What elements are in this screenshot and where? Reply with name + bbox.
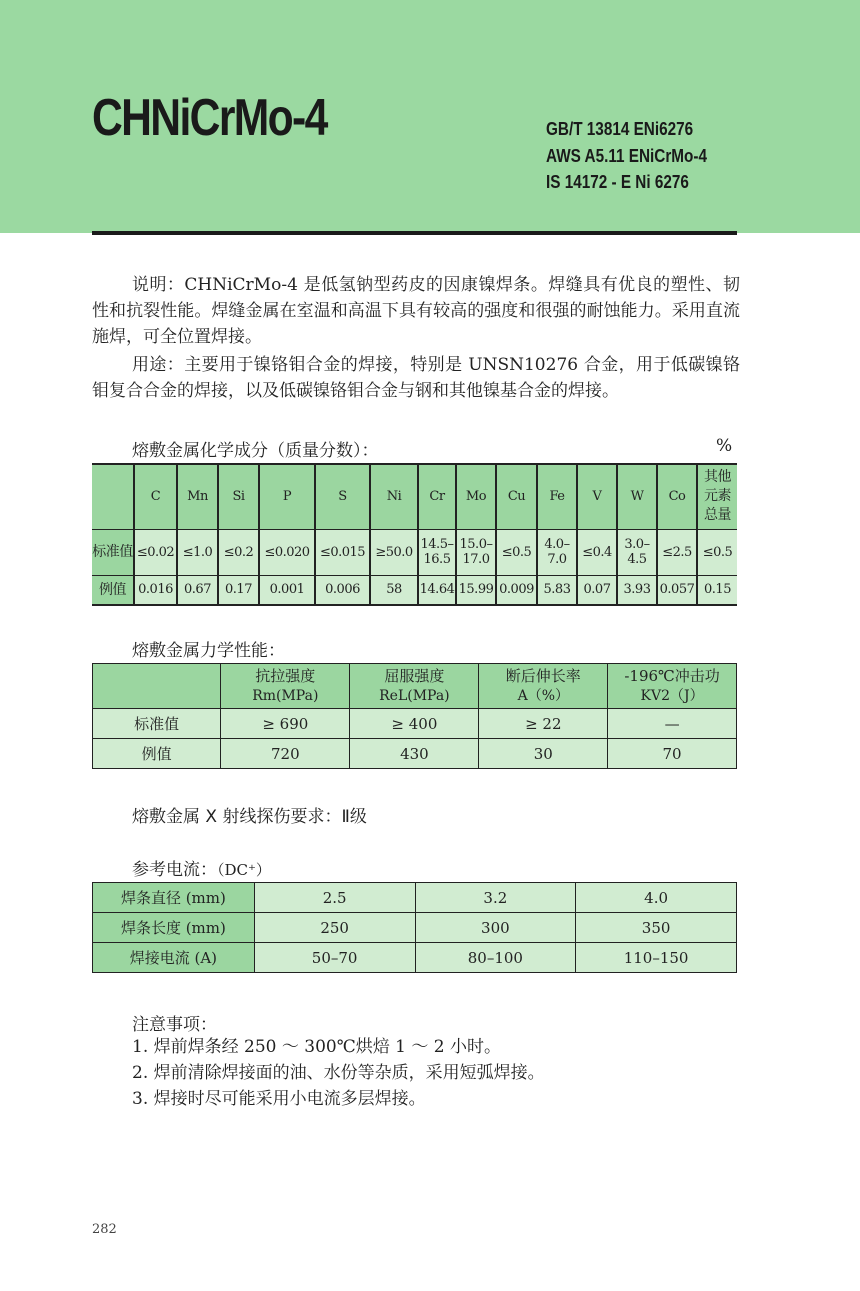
table-cell: 80–100	[415, 943, 576, 973]
table-cell: 0.057	[657, 575, 697, 605]
table-cell: 0.006	[315, 575, 370, 605]
chem-unit: %	[716, 436, 733, 456]
table-cell: 0.016	[134, 575, 177, 605]
standard: IS 14172 - E Ni 6276	[546, 172, 689, 192]
column-header	[479, 664, 608, 709]
column-header	[608, 664, 737, 709]
table-cell: 3.2	[415, 883, 576, 913]
table-cell: 4.0–7.0	[537, 529, 577, 575]
table-cell: 250	[254, 913, 415, 943]
column-header	[350, 664, 479, 709]
standards	[546, 116, 707, 196]
table-cell: ≥ 22	[479, 709, 608, 739]
column-header: C	[134, 464, 177, 529]
description	[92, 272, 740, 350]
description-label: 说明：	[132, 275, 185, 295]
table-cell: 14.64	[418, 575, 456, 605]
table-cell: 4.0	[576, 883, 737, 913]
description-text: CHNiCrMo-4 是低氢钠型药皮的因康镍焊条。焊缝具有优良的塑性、韧性和抗裂性能。焊缝金属在室温和高温下具有较高的强度和很强的耐蚀能力。采用直流施焊，可全位置焊接。	[92, 275, 740, 347]
page-number: 282	[92, 1222, 117, 1237]
table-cell: ≤0.5	[496, 529, 537, 575]
product-title: CHNiCrMo-4	[92, 89, 327, 147]
table-cell: ≥ 690	[221, 709, 350, 739]
chem-header-row	[92, 464, 737, 529]
column-header: V	[577, 464, 617, 529]
table-cell: 430	[350, 739, 479, 769]
note-item: 3. 焊接时尽可能采用小电流多层焊接。	[132, 1089, 426, 1109]
current-title-text: 参考电流：	[132, 860, 217, 880]
table-cell: 30	[479, 739, 608, 769]
mech-title: 熔敷金属力学性能：	[132, 641, 285, 661]
header-line: ReL(MPa)	[379, 688, 450, 704]
table-cell: 0.67	[177, 575, 218, 605]
table-cell: ≤0.2	[218, 529, 259, 575]
column-header: Cr	[418, 464, 456, 529]
table-cell: ≤0.015	[315, 529, 370, 575]
table-cell: 0.17	[218, 575, 259, 605]
column-header: Si	[218, 464, 259, 529]
table-cell: 110–150	[576, 943, 737, 973]
row-label: 标准值	[93, 709, 221, 739]
row-label: 标准值	[92, 529, 134, 575]
header-line: Rm(MPa)	[252, 688, 319, 704]
header-line: 抗拉强度	[255, 667, 316, 685]
table-cell: 3.0–4.5	[617, 529, 657, 575]
table-row	[93, 883, 737, 913]
header-line: 断后伸长率	[505, 667, 581, 685]
note-item: 2. 焊前清除焊接面的油、水份等杂质，采用短弧焊接。	[132, 1063, 545, 1083]
table-cell: —	[608, 709, 737, 739]
usage-text: 主要用于镍铬钼合金的焊接，特别是 UNSN10276 合金，用于低碳镍铬钼复合合金的焊接，以及低碳镍铬钼合金与钢和其他镍基合金的焊接。	[92, 355, 741, 401]
table-cell: 5.83	[537, 575, 577, 605]
table-cell: 2.5	[254, 883, 415, 913]
table-cell: 50–70	[254, 943, 415, 973]
column-header	[221, 664, 350, 709]
table-cell: 15.0–17.0	[456, 529, 496, 575]
column-header: W	[617, 464, 657, 529]
column-header	[92, 464, 134, 529]
header-line: KV2（J）	[640, 688, 704, 704]
column-header	[93, 664, 221, 709]
standard: GB/T 13814 ENi6276	[546, 119, 694, 139]
current-title	[132, 855, 271, 880]
table-row	[92, 575, 737, 605]
table-cell: ≤0.4	[577, 529, 617, 575]
table-cell: 0.009	[496, 575, 537, 605]
table-cell: 70	[608, 739, 737, 769]
table-row	[93, 739, 737, 769]
divider	[92, 231, 737, 235]
mech-header-row	[93, 664, 737, 709]
note-item: 1. 焊前焊条经 250 ～ 300℃烘焙 1 ～ 2 小时。	[132, 1037, 501, 1057]
table-cell: 14.5–16.5	[418, 529, 456, 575]
column-header: 其他元素总量	[697, 464, 737, 529]
table-cell: 0.15	[697, 575, 737, 605]
row-label: 焊条直径 (mm)	[93, 883, 255, 913]
table-cell: 300	[415, 913, 576, 943]
table-cell: 720	[221, 739, 350, 769]
table-cell: 0.001	[259, 575, 315, 605]
notes-title: 注意事项：	[132, 1015, 217, 1035]
current-table	[92, 882, 737, 973]
standard: AWS A5.11 ENiCrMo-4	[546, 145, 707, 166]
table-cell: 0.07	[577, 575, 617, 605]
row-label: 焊条长度 (mm)	[93, 913, 255, 943]
row-label: 例值	[92, 575, 134, 605]
column-header: S	[315, 464, 370, 529]
usage-label: 用途：	[132, 355, 185, 375]
table-cell: ≤0.020	[259, 529, 315, 575]
column-header: Mn	[177, 464, 218, 529]
usage	[92, 352, 740, 404]
table-row	[92, 529, 737, 575]
column-header: Ni	[370, 464, 418, 529]
table-row	[93, 709, 737, 739]
chem-table	[92, 463, 737, 606]
header-line: A（%）	[517, 688, 569, 704]
table-cell: ≤2.5	[657, 529, 697, 575]
table-cell: 58	[370, 575, 418, 605]
xray-requirement: 熔敷金属 X 射线探伤要求：Ⅱ级	[132, 807, 367, 827]
column-header: Fe	[537, 464, 577, 529]
table-cell: ≤0.02	[134, 529, 177, 575]
column-header: Co	[657, 464, 697, 529]
header-line: 屈服强度	[384, 667, 445, 685]
chem-title: 熔敷金属化学成分（质量分数）：	[132, 441, 379, 461]
table-cell: 15.99	[456, 575, 496, 605]
column-header: P	[259, 464, 315, 529]
table-row	[93, 913, 737, 943]
table-cell: ≥50.0	[370, 529, 418, 575]
current-note: （DC⁺）	[217, 861, 271, 879]
mech-table	[92, 663, 737, 769]
table-cell: ≤1.0	[177, 529, 218, 575]
table-row	[93, 943, 737, 973]
table-cell: ≤0.5	[697, 529, 737, 575]
header-line: -196℃冲击功	[624, 667, 720, 685]
table-cell: 350	[576, 913, 737, 943]
column-header: Cu	[496, 464, 537, 529]
row-label: 焊接电流 (A)	[93, 943, 255, 973]
column-header: Mo	[456, 464, 496, 529]
row-label: 例值	[93, 739, 221, 769]
table-cell: 3.93	[617, 575, 657, 605]
table-cell: ≥ 400	[350, 709, 479, 739]
